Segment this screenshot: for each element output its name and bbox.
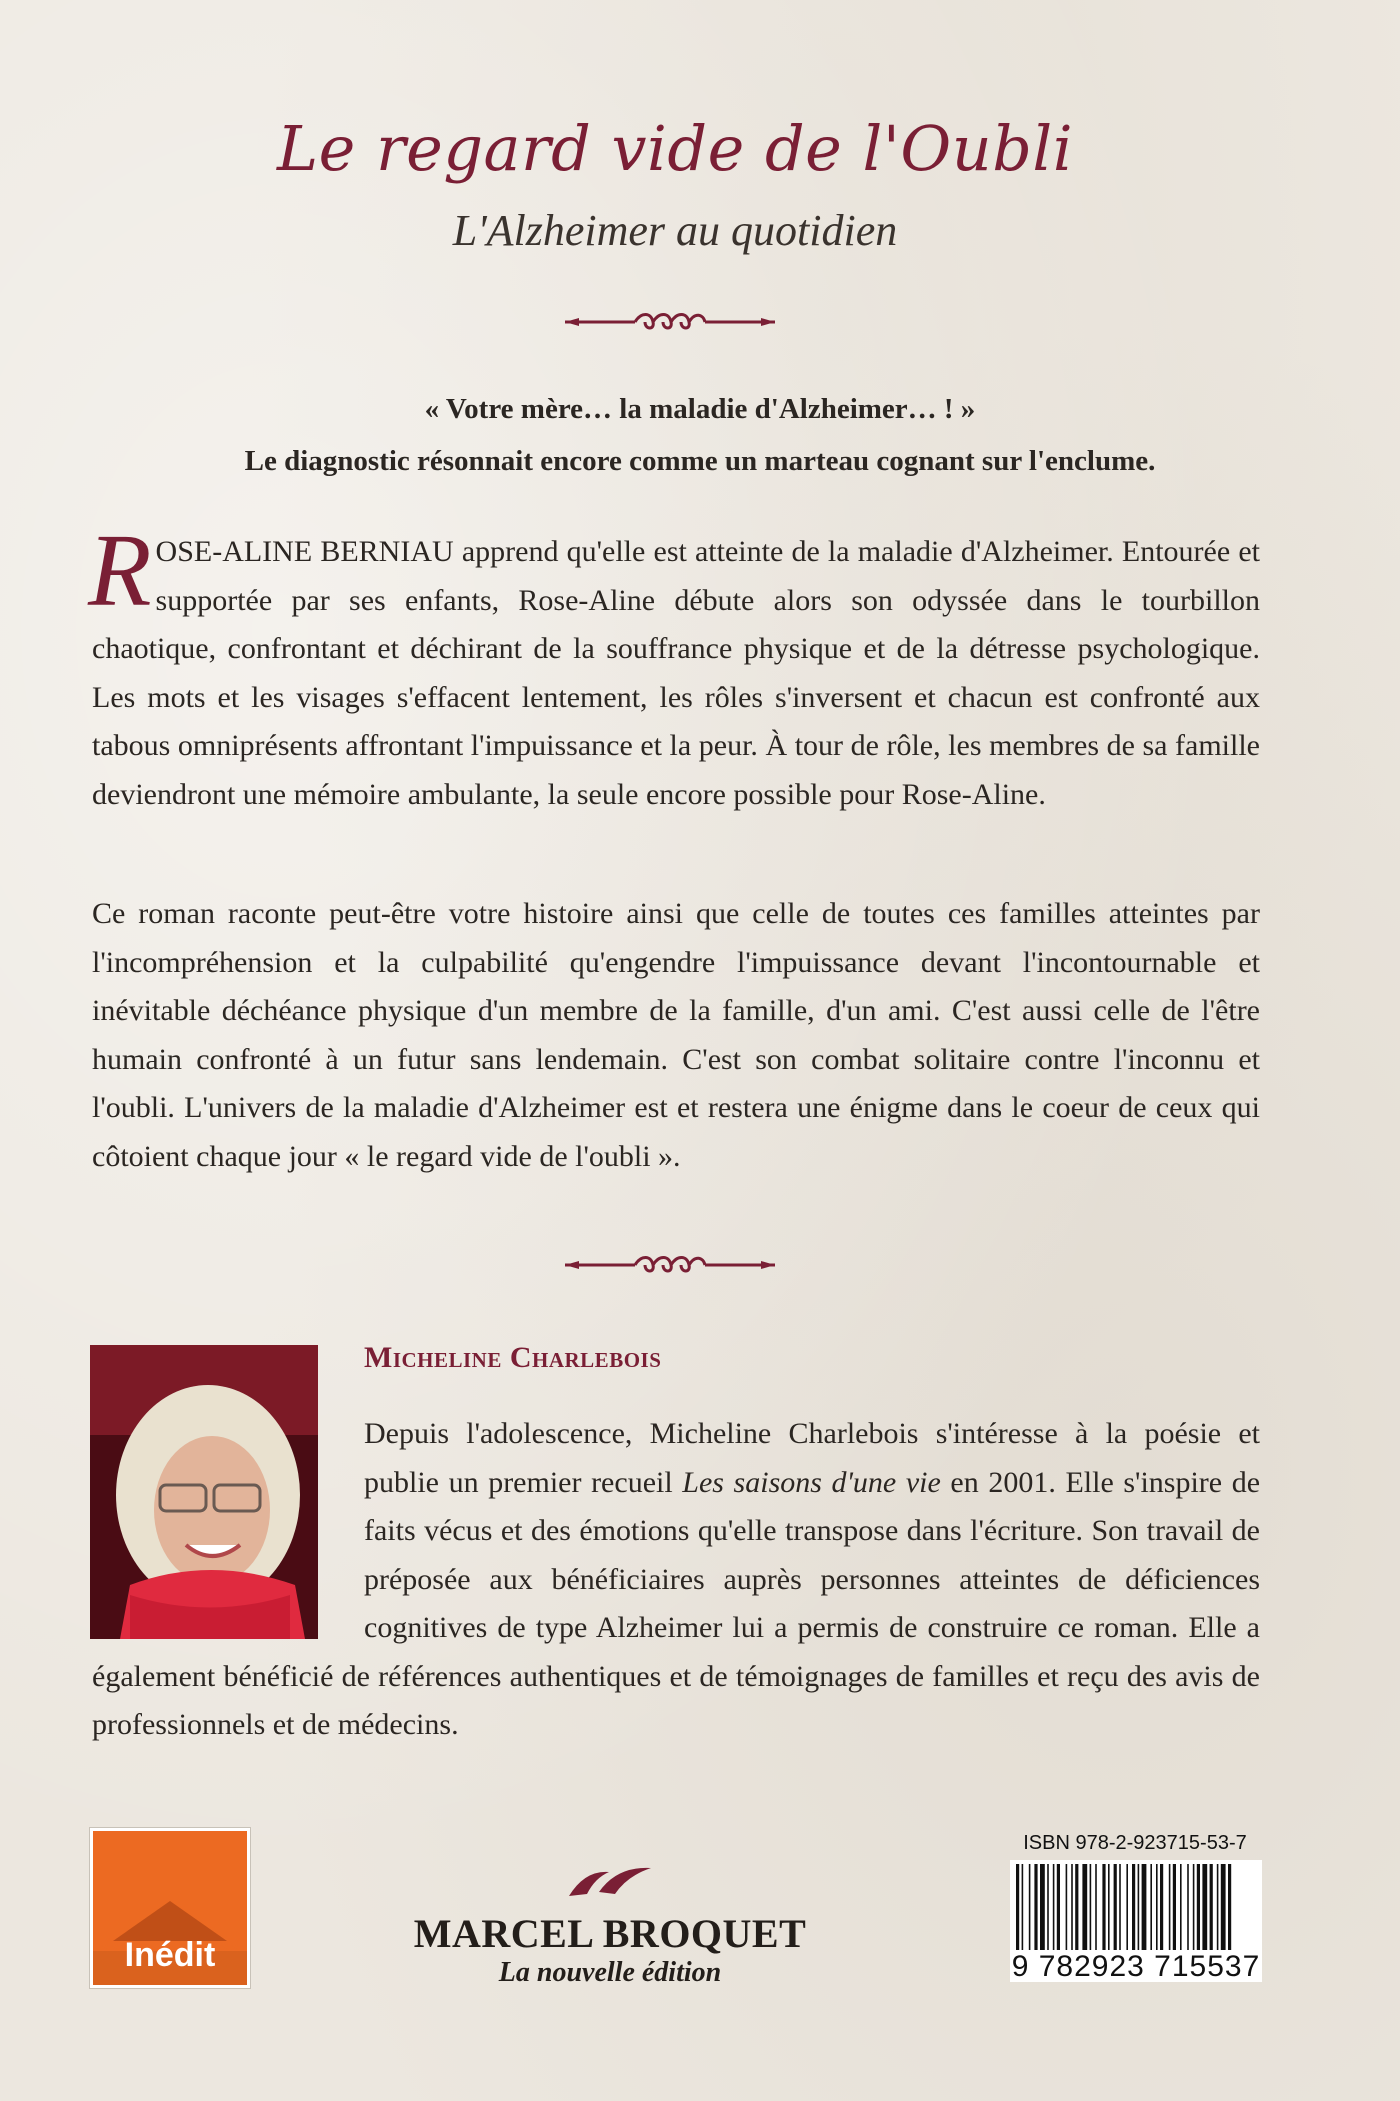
publisher-name: MARCEL BROQUET: [413, 1911, 807, 1956]
barcode-digits: 9 782923 715537: [1011, 1950, 1261, 1983]
synopsis-paragraph-1: [88, 513, 1260, 819]
book-subtitle: L'Alzheimer au quotidien: [452, 206, 898, 255]
author-name: Micheline Charlebois: [364, 1341, 662, 1374]
quote-line-2: Le diagnostic résonnait encore comme un marteau cognant sur l'enclume.: [244, 445, 1156, 477]
author-bio-text-2: en 2001. Elle s'inspire de faits vécus et des émotions qu'elle transpose dans l'écriture. Son travail de préposée aux bénéficiaires auprès personnes atteintes de déficiences cognitives de type Alzheimer lui a permis de construire ce roman. Elle a également bénéficié de références authentiques et de témoignages de familles et reçu des avis de professionnels et de médecins.: [92, 1465, 1261, 1741]
author-bio-text-1: Depuis l'adolescence, Micheline Charlebois s'intéresse à la poésie et publie un premier recueil: [364, 1417, 1260, 1499]
inedit-label: Inédit: [124, 1936, 216, 1974]
first-book-title: Les saisons d'une vie: [682, 1465, 941, 1499]
book-title: Le regard vide de l'Oubli: [276, 112, 1074, 185]
ornament-divider-icon: [565, 310, 775, 334]
bird-wing-icon: [565, 1862, 655, 1900]
barcode-icon: [1010, 1860, 1262, 1955]
synopsis-text-1: apprend qu'elle est atteinte de la maladie d'Alzheimer. Entourée et supportée par ses enfants, Rose-Aline débute alors son odyssée dans le tourbillon chaotique, confrontant et déchirant de la souffrance physique et de la détresse psychologique. Les mots et les visages s'effacent lentement, les rôles s'inversent et chacun est confronté aux tabous omniprésents affrontant l'impuissance et la peur. À tour de rôle, les membres de sa famille deviendront une mémoire ambulante, la seule encore possible pour Rose-Aline.: [92, 535, 1260, 811]
author-bio: [92, 1410, 1260, 1750]
inedit-logo: [90, 1828, 250, 1988]
publisher-logo: [410, 1862, 810, 1989]
dropcap: R: [88, 513, 152, 628]
publisher-tagline: La nouvelle édition: [498, 1957, 722, 1988]
ornament-divider-icon: [565, 1253, 775, 1277]
isbn-label: ISBN 978-2-923715-53-7: [1023, 1832, 1247, 1854]
synopsis-paragraph-2: Ce roman raconte peut-être votre histoire ainsi que celle de toutes ces familles atteintes par l'incompréhension et la culpabilité qu'engendre l'impuissance devant l'incontournable et inévitable déchéance physique d'un membre de la famille, d'un ami. C'est aussi celle de l'être humain confronté à un futur sans lendemain. C'est son combat solitaire contre l'inconnu et l'oubli. L'univers de la maladie d'Alzheimer est et restera une énigme dans le coeur de ceux qui côtoient chaque jour « le regard vide de l'oubli ».: [92, 897, 1260, 1173]
protagonist-name: OSE-ALINE BERNIAU: [155, 535, 454, 568]
quote-line-1: « Votre mère… la maladie d'Alzheimer… ! »: [424, 393, 976, 425]
